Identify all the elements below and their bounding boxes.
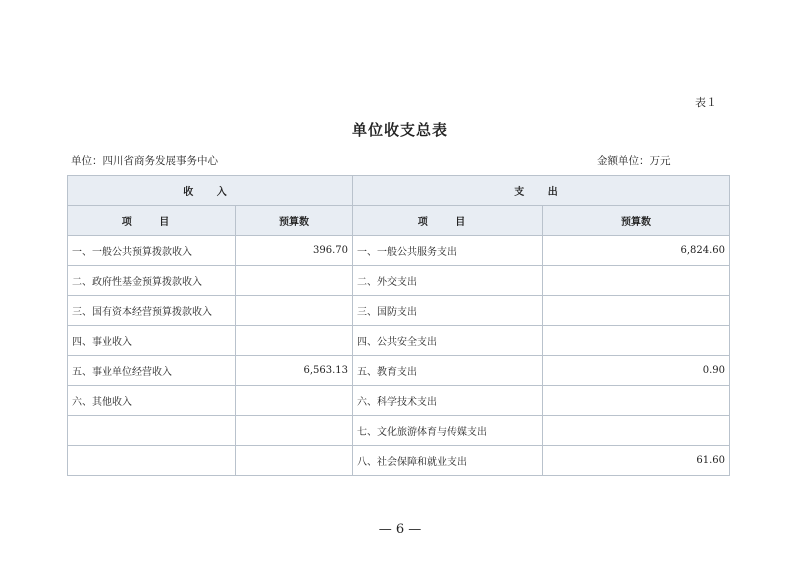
table-row [68, 356, 730, 386]
expense-item-cell: 八、社会保障和就业支出 [353, 446, 543, 476]
income-group-header: 收 入 [68, 176, 353, 206]
income-amount-cell [236, 446, 353, 476]
income-amount-cell: 6,563.13 [236, 356, 353, 386]
income-amount-cell [236, 416, 353, 446]
expense-item-column-header: 项 目 [353, 206, 543, 236]
table-number: 表１ [695, 96, 717, 109]
expense-amount-cell [543, 296, 730, 326]
expense-item-cell: 六、科学技术支出 [353, 386, 543, 416]
currency-unit: 金额单位：万元 [597, 155, 671, 167]
income-item-cell: 三、国有资本经营预算拨款收入 [68, 296, 236, 326]
table-row [68, 416, 730, 446]
expense-amount-cell [543, 266, 730, 296]
expense-budget-column-header: 预算数 [543, 206, 730, 236]
income-item-cell [68, 446, 236, 476]
expense-amount-cell: 6,824.60 [543, 236, 730, 266]
expense-amount-cell [543, 386, 730, 416]
income-item-cell: 五、事业单位经营收入 [68, 356, 236, 386]
expense-amount-cell [543, 326, 730, 356]
income-budget-column-header: 预算数 [236, 206, 353, 236]
document-title: 单位收支总表 [351, 121, 448, 139]
expense-item-cell: 二、外交支出 [353, 266, 543, 296]
expense-item-cell: 三、国防支出 [353, 296, 543, 326]
income-item-column-header: 项 目 [68, 206, 236, 236]
page-number: — 6 — [378, 522, 422, 537]
table-row [68, 446, 730, 476]
income-amount-cell [236, 326, 353, 356]
expense-item-cell: 四、公共安全支出 [353, 326, 543, 356]
income-item-cell: 四、事业收入 [68, 326, 236, 356]
expense-item-cell: 七、文化旅游体育与传媒支出 [353, 416, 543, 446]
organization-unit: 单位：四川省商务发展事务中心 [71, 155, 218, 167]
expense-amount-cell: 61.60 [543, 446, 730, 476]
expense-amount-cell: 0.90 [543, 356, 730, 386]
expense-item-cell: 五、教育支出 [353, 356, 543, 386]
expense-amount-cell [543, 416, 730, 446]
income-amount-cell [236, 266, 353, 296]
table-row [68, 236, 730, 266]
table-row [68, 266, 730, 296]
expense-group-header: 支 出 [353, 176, 730, 206]
table-row [68, 386, 730, 416]
income-amount-cell [236, 386, 353, 416]
income-amount-cell [236, 296, 353, 326]
table-row [68, 296, 730, 326]
table-row [68, 326, 730, 356]
income-item-cell: 六、其他收入 [68, 386, 236, 416]
income-item-cell: 二、政府性基金预算拨款收入 [68, 266, 236, 296]
income-expense-table [67, 175, 730, 476]
income-item-cell: 一、一般公共预算拨款收入 [68, 236, 236, 266]
expense-item-cell: 一、一般公共服务支出 [353, 236, 543, 266]
income-item-cell [68, 416, 236, 446]
income-amount-cell: 396.70 [236, 236, 353, 266]
